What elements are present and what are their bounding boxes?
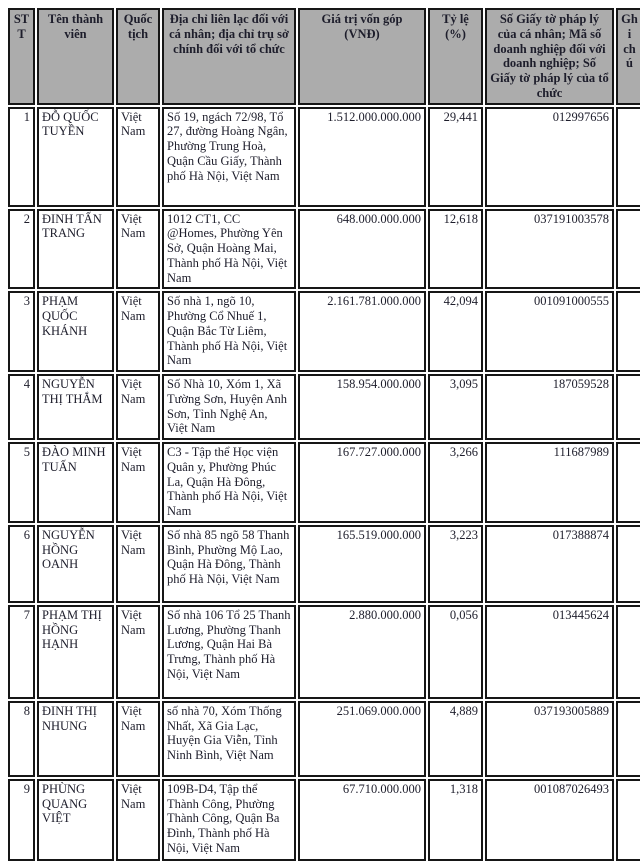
table-row — [8, 779, 640, 861]
cell-ratio: 3,095 — [428, 374, 483, 440]
cell-legal-doc: 111687989 — [485, 442, 614, 523]
cell-capital-value: 158.954.000.000 — [298, 374, 426, 440]
cell-nationality: Việt Nam — [116, 442, 160, 523]
cell-member-name: ĐỖ QUỐC TUYỀN — [37, 107, 114, 207]
cell-nationality: Việt Nam — [116, 107, 160, 207]
cell-stt: 7 — [8, 605, 35, 699]
cell-note — [616, 605, 640, 699]
cell-ratio: 12,618 — [428, 209, 483, 290]
cell-capital-value: 67.710.000.000 — [298, 779, 426, 861]
cell-legal-doc: 001091000555 — [485, 291, 614, 372]
cell-nationality: Việt Nam — [116, 291, 160, 372]
cell-capital-value: 2.880.000.000 — [298, 605, 426, 699]
members-table — [6, 6, 640, 863]
table-row — [8, 291, 640, 372]
cell-ratio: 3,266 — [428, 442, 483, 523]
table-header — [8, 8, 640, 105]
cell-address: Số Nhà 10, Xóm 1, Xã Tường Sơn, Huyện Anh Sơn, Tỉnh Nghệ An, Việt Nam — [162, 374, 296, 440]
cell-member-name: ĐINH TẤN TRANG — [37, 209, 114, 290]
cell-member-name: ĐÀO MINH TUẤN — [37, 442, 114, 523]
cell-stt: 5 — [8, 442, 35, 523]
cell-stt: 1 — [8, 107, 35, 207]
cell-capital-value: 2.161.781.000.000 — [298, 291, 426, 372]
cell-note — [616, 701, 640, 777]
table-row — [8, 701, 640, 777]
cell-legal-doc: 037193005889 — [485, 701, 614, 777]
cell-stt: 8 — [8, 701, 35, 777]
cell-capital-value: 167.727.000.000 — [298, 442, 426, 523]
cell-nationality: Việt Nam — [116, 374, 160, 440]
cell-address: 1012 CT1, CC @Homes, Phường Yên Sở, Quận Hoàng Mai, Thành phố Hà Nội, Việt Nam — [162, 209, 296, 290]
cell-address: số nhà 70, Xóm Thống Nhất, Xã Gia Lạc, Huyện Gia Viễn, Tỉnh Ninh Bình, Việt Nam — [162, 701, 296, 777]
cell-capital-value: 648.000.000.000 — [298, 209, 426, 290]
cell-note — [616, 291, 640, 372]
cell-legal-doc: 013445624 — [485, 605, 614, 699]
cell-legal-doc: 001087026493 — [485, 779, 614, 861]
table-row — [8, 374, 640, 440]
cell-address: Số nhà 85 ngõ 58 Thanh Bình, Phường Mộ Lao, Quận Hà Đông, Thành phố Hà Nội, Việt Nam — [162, 525, 296, 603]
cell-nationality: Việt Nam — [116, 701, 160, 777]
cell-nationality: Việt Nam — [116, 525, 160, 603]
cell-address: Số nhà 1, ngõ 10, Phường Cổ Nhuế 1, Quận Bắc Từ Liêm, Thành phố Hà Nội, Việt Nam — [162, 291, 296, 372]
table-row — [8, 525, 640, 603]
cell-stt: 2 — [8, 209, 35, 290]
header-cell-nationality: Quốc tịch — [116, 8, 160, 105]
cell-capital-value: 251.069.000.000 — [298, 701, 426, 777]
cell-note — [616, 209, 640, 290]
cell-legal-doc: 012997656 — [485, 107, 614, 207]
cell-member-name: ĐINH THỊ NHUNG — [37, 701, 114, 777]
cell-capital-value: 1.512.000.000.000 — [298, 107, 426, 207]
cell-legal-doc: 187059528 — [485, 374, 614, 440]
cell-capital-value: 165.519.000.000 — [298, 525, 426, 603]
cell-stt: 4 — [8, 374, 35, 440]
table-row — [8, 107, 640, 207]
cell-ratio: 0,056 — [428, 605, 483, 699]
cell-ratio: 42,094 — [428, 291, 483, 372]
cell-note — [616, 374, 640, 440]
cell-nationality: Việt Nam — [116, 779, 160, 861]
cell-member-name: PHÙNG QUANG VIỆT — [37, 779, 114, 861]
cell-legal-doc: 037191003578 — [485, 209, 614, 290]
cell-ratio: 3,223 — [428, 525, 483, 603]
cell-ratio: 29,441 — [428, 107, 483, 207]
header-cell-address: Địa chỉ liên lạc đối với cá nhân; địa chỉ trụ sở chính đối với tổ chức — [162, 8, 296, 105]
cell-note — [616, 442, 640, 523]
cell-stt: 9 — [8, 779, 35, 861]
table-row — [8, 442, 640, 523]
cell-address: Số nhà 106 Tổ 25 Thanh Lương, Phường Thanh Lương, Quận Hai Bà Trưng, Thành phố Hà Nội, Việt Nam — [162, 605, 296, 699]
cell-note — [616, 525, 640, 603]
table-row — [8, 605, 640, 699]
cell-legal-doc: 017388874 — [485, 525, 614, 603]
cell-nationality: Việt Nam — [116, 209, 160, 290]
cell-ratio: 4,889 — [428, 701, 483, 777]
cell-stt: 6 — [8, 525, 35, 603]
header-row — [8, 8, 640, 105]
cell-stt: 3 — [8, 291, 35, 372]
header-cell-stt: STT — [8, 8, 35, 105]
cell-member-name: NGUYỄN THỊ THẮM — [37, 374, 114, 440]
cell-ratio: 1,318 — [428, 779, 483, 861]
cell-member-name: PHẠM QUỐC KHÁNH — [37, 291, 114, 372]
cell-nationality: Việt Nam — [116, 605, 160, 699]
cell-member-name: PHẠM THỊ HỒNG HẠNH — [37, 605, 114, 699]
table-row — [8, 209, 640, 290]
cell-note — [616, 779, 640, 861]
header-cell-member-name: Tên thành viên — [37, 8, 114, 105]
table-body — [8, 107, 640, 861]
cell-note — [616, 107, 640, 207]
header-cell-ratio: Tỷ lệ (%) — [428, 8, 483, 105]
cell-address: Số 19, ngách 72/98, Tổ 27, đường Hoàng Ngân, Phường Trung Hoà, Quận Cầu Giấy, Thành phố Hà Nội, Việt Nam — [162, 107, 296, 207]
cell-address: C3 - Tập thể Học viện Quân y, Phường Phúc La, Quận Hà Đông, Thành phố Hà Nội, Việt Nam — [162, 442, 296, 523]
header-cell-capital-value: Giá trị vốn góp (VNĐ) — [298, 8, 426, 105]
cell-member-name: NGUYỄN HỒNG OANH — [37, 525, 114, 603]
header-cell-note: Ghi chú — [616, 8, 640, 105]
cell-address: 109B-D4, Tập thể Thành Công, Phường Thành Công, Quận Ba Đình, Thành phố Hà Nội, Việt Nam — [162, 779, 296, 861]
header-cell-legal-doc: Số Giấy tờ pháp lý của cá nhân; Mã số doanh nghiệp đối với doanh nghiệp; Số Giấy tờ pháp lý của tổ chức — [485, 8, 614, 105]
